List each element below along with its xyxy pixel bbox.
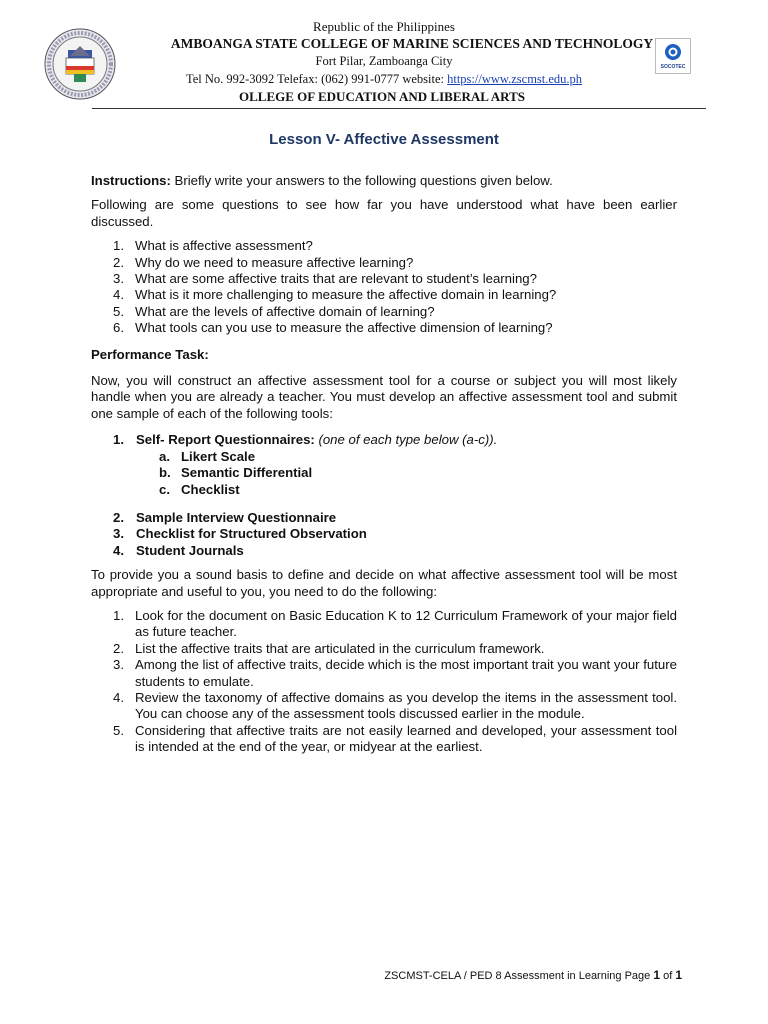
page-total: 1 bbox=[675, 968, 682, 982]
instructions bbox=[91, 173, 677, 189]
list-item: 2. Why do we need to measure affective learning? bbox=[113, 254, 414, 270]
list-item: 4. What is it more challenging to measure the affective domain in learning? bbox=[113, 287, 557, 303]
performance-task-text: Now, you will construct an affective assessment tool for a course or subject you will most likely handle when you are already a teacher. You must develop an affective assessment tool and submit one sample of each of the following tools: bbox=[91, 373, 677, 421]
list-item: c. Checklist bbox=[159, 481, 240, 497]
header-contact bbox=[0, 72, 768, 87]
list-item: a. Likert Scale bbox=[159, 448, 256, 464]
list-item: 3. Among the list of affective traits, decide which is the most important trait you want your future students to emulate. bbox=[113, 657, 677, 689]
list-item: b. Semantic Differential bbox=[159, 465, 313, 481]
list-item: 6. What tools can you use to measure the affective dimension of learning? bbox=[113, 320, 553, 336]
header-department: OLLEGE OF EDUCATION AND LIBERAL ARTS bbox=[239, 89, 525, 104]
performance-task-heading: Performance Task: bbox=[91, 346, 209, 362]
header-divider bbox=[92, 108, 706, 109]
page-number: 1 bbox=[653, 968, 661, 982]
website-link[interactable]: https://www.zscmst.edu.ph bbox=[447, 72, 583, 86]
list-item: 4. Student Journals bbox=[113, 542, 244, 558]
question-list bbox=[91, 238, 677, 336]
intro-paragraph: Following are some questions to see how far you have understood what have been earlier discussed. bbox=[91, 197, 677, 229]
instructions-text: Briefly write your answers to the following questions given below. bbox=[170, 173, 553, 188]
page-footer: ZSCMST-CELA / PED 8 Assessment in Learning Page 1 of 1 bbox=[384, 968, 682, 982]
header-address: Fort Pilar, Zamboanga City bbox=[315, 54, 453, 68]
list-item: 1. Self- Report Questionnaires: (one of each type below (a-c)). bbox=[113, 432, 498, 448]
lesson-content bbox=[91, 173, 677, 756]
steps-list bbox=[91, 608, 677, 756]
tools-list-continued bbox=[91, 510, 677, 559]
list-item: 4. Review the taxonomy of affective domains as you develop the items in the assessment tool. You can choose any of the assessment tools discussed earlier in the module. bbox=[113, 689, 677, 722]
basis-paragraph: To provide you a sound basis to define and decide on what affective assessment tool will be most appropriate and useful to you, you need to do the following: bbox=[91, 567, 677, 599]
list-item: 3. Checklist for Structured Observation bbox=[113, 526, 367, 542]
cert-label: SOCOTEC bbox=[660, 64, 686, 70]
header-college-name: AMBOANGA STATE COLLEGE OF MARINE SCIENCES AND TECHNOLOGY bbox=[170, 36, 654, 51]
instructions-label: Instructions: bbox=[91, 173, 171, 188]
list-item: 3. What are some affective traits that are relevant to student’s learning? bbox=[113, 271, 537, 287]
list-item: 5. Considering that affective traits are not easily learned and developed, your assessment tool is intended at the end of the year, or midyear at the earliest. bbox=[113, 722, 677, 755]
list-item: 2. List the affective traits that are articulated in the curriculum framework. bbox=[113, 640, 545, 656]
header-republic: Republic of the Philippines bbox=[313, 19, 455, 34]
list-item: 1. What is affective assessment? bbox=[113, 238, 313, 254]
list-item: 2. Sample Interview Questionnaire bbox=[113, 509, 337, 525]
lesson-title: Lesson V- Affective Assessment bbox=[269, 131, 499, 148]
list-item: 5. What are the levels of affective domain of learning? bbox=[113, 303, 435, 319]
tools-list bbox=[91, 432, 677, 448]
questionnaire-types-list bbox=[91, 449, 677, 498]
header-contact-text: Tel No. 992-3092 Telefax: (062) 991-0777 website: bbox=[185, 72, 448, 86]
list-item: 1. Look for the document on Basic Education K to 12 Curriculum Framework of your major field as future teacher. bbox=[113, 607, 677, 640]
